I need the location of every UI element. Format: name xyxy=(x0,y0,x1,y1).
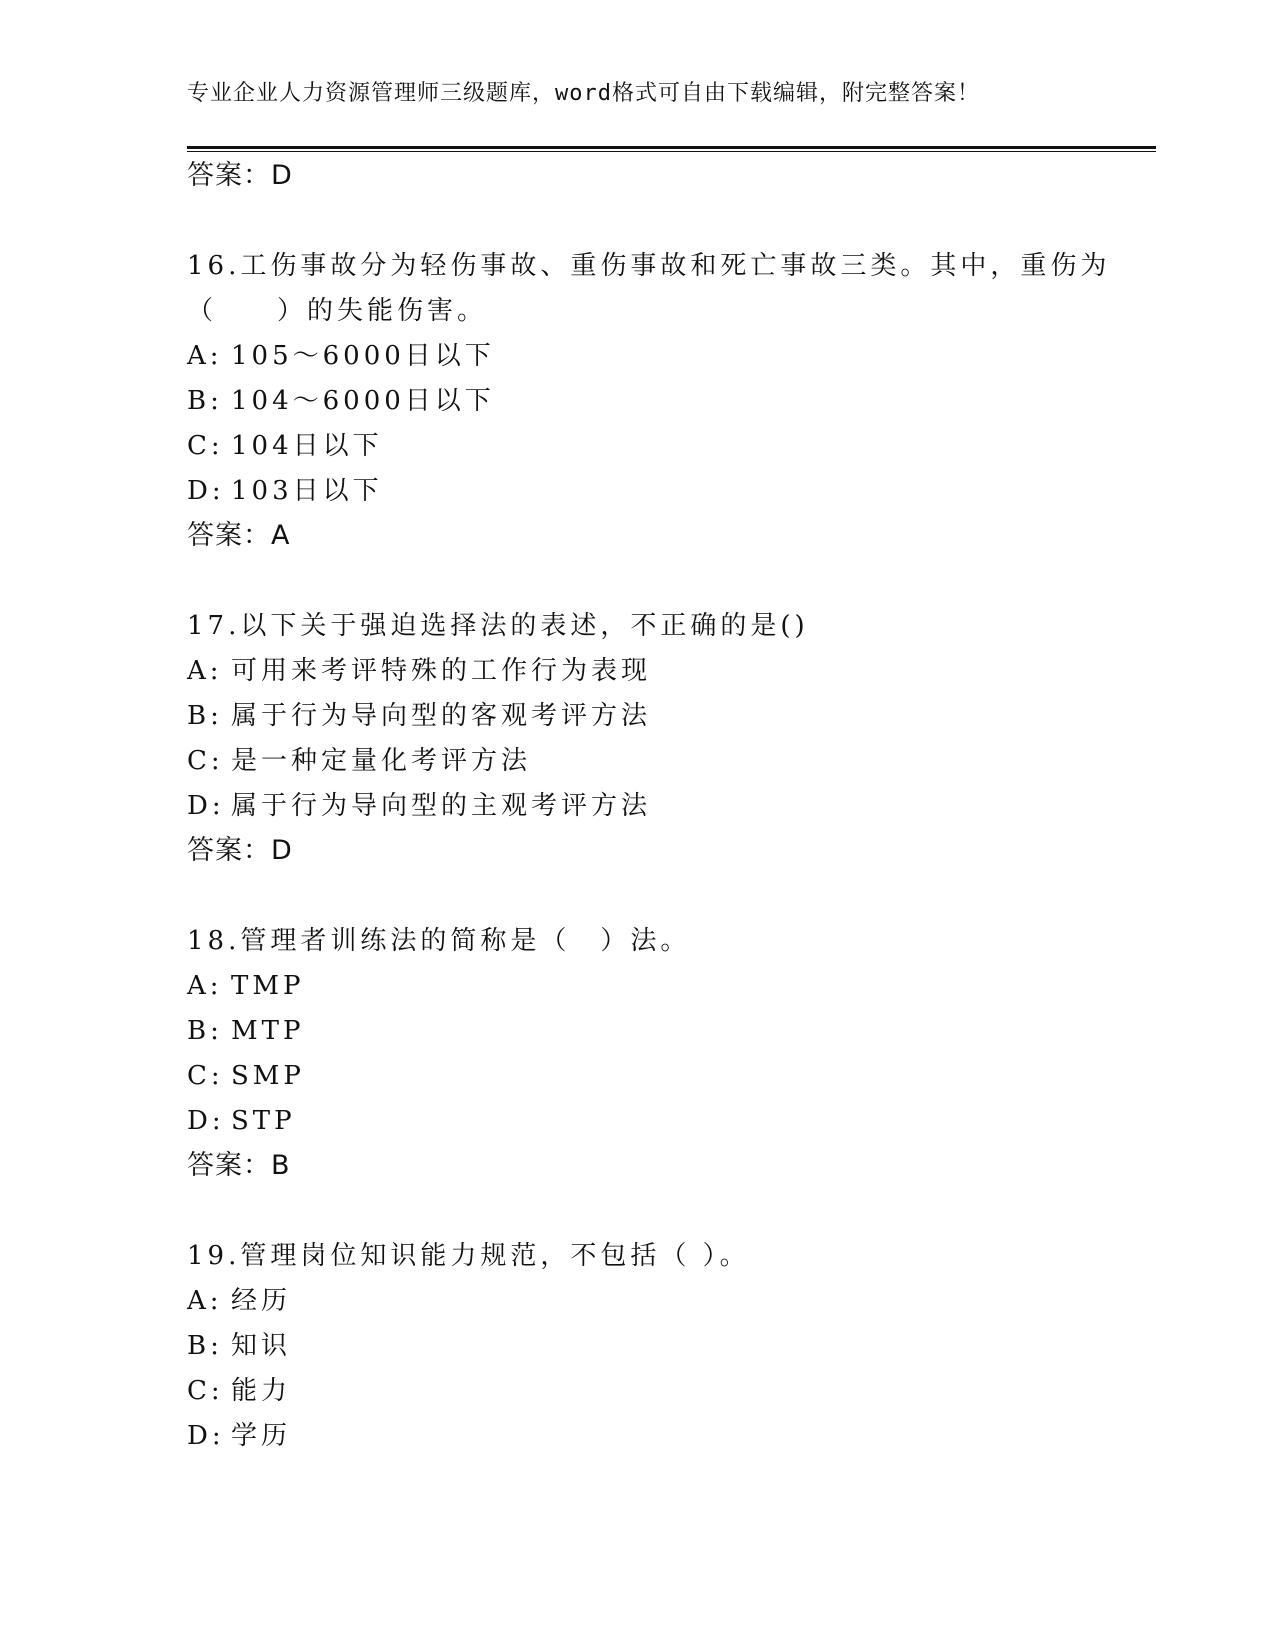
question-19-option-d xyxy=(187,1420,291,1452)
option-label: B: xyxy=(187,1016,223,1046)
question-16-option-a xyxy=(187,340,495,372)
question-19-option-c xyxy=(187,1375,291,1407)
question-16-option-d xyxy=(187,475,383,507)
option-label: D: xyxy=(187,791,225,821)
option-text: 105～6000日以下 xyxy=(231,341,495,371)
option-text: 知识 xyxy=(231,1331,292,1361)
option-text: 经历 xyxy=(231,1286,292,1316)
option-label: A: xyxy=(187,656,223,686)
option-label: B: xyxy=(187,701,223,731)
option-text: MTP xyxy=(231,1016,305,1046)
question-19-stem: 19.管理岗位知识能力规范，不包括（ ）。 xyxy=(187,1241,750,1271)
question-16-stem: 16.工伤事故分为轻伤事故、重伤事故和死亡事故三类。其中，重伤为 xyxy=(187,251,1111,281)
option-label: C: xyxy=(187,1376,224,1406)
option-text: 104日以下 xyxy=(231,431,383,461)
question-16-answer: 答案：A xyxy=(187,520,291,551)
option-text: 学历 xyxy=(231,1421,292,1451)
question-18-answer: 答案：B xyxy=(187,1150,291,1181)
question-19-option-a xyxy=(187,1285,291,1317)
option-text: SMP xyxy=(231,1061,305,1091)
question-16-option-b xyxy=(187,385,495,417)
option-text: 能力 xyxy=(231,1376,292,1406)
question-19-option-b xyxy=(187,1330,291,1362)
question-18-option-d xyxy=(187,1105,296,1137)
question-17-stem: 17.以下关于强迫选择法的表述，不正确的是() xyxy=(187,611,809,641)
option-text: 104～6000日以下 xyxy=(231,386,495,416)
option-label: D: xyxy=(187,1106,225,1136)
option-text: 103日以下 xyxy=(231,476,383,506)
question-17-option-a xyxy=(187,655,651,687)
option-label: C: xyxy=(187,431,224,461)
question-16-stem-cont: （ ）的失能伤害。 xyxy=(187,296,488,326)
question-17-option-b xyxy=(187,700,651,732)
question-17-option-d xyxy=(187,790,651,822)
question-17-option-c xyxy=(187,745,531,777)
question-18-stem: 18.管理者训练法的简称是（ ）法。 xyxy=(187,926,691,956)
question-18-option-c xyxy=(187,1060,305,1092)
answer-previous: 答案：D xyxy=(187,160,293,191)
page-header: 专业企业人力资源管理师三级题库，word格式可自由下载编辑，附完整答案！ xyxy=(187,81,980,106)
option-text: STP xyxy=(231,1106,296,1136)
option-label: A: xyxy=(187,1286,223,1316)
option-text: 属于行为导向型的客观考评方法 xyxy=(231,701,652,731)
option-label: D: xyxy=(187,476,225,506)
option-label: B: xyxy=(187,386,223,416)
option-label: D: xyxy=(187,1421,225,1451)
option-label: C: xyxy=(187,1061,224,1091)
option-text: 可用来考评特殊的工作行为表现 xyxy=(231,656,652,686)
header-divider-thin xyxy=(187,151,1156,152)
question-18-option-a xyxy=(187,970,304,1002)
option-label: A: xyxy=(187,971,223,1001)
header-divider xyxy=(187,146,1156,149)
question-16-option-c xyxy=(187,430,383,462)
question-18-option-b xyxy=(187,1015,304,1047)
option-text: 属于行为导向型的主观考评方法 xyxy=(231,791,652,821)
option-label: B: xyxy=(187,1331,223,1361)
option-label: A: xyxy=(187,341,223,371)
option-label: C: xyxy=(187,746,224,776)
question-17-answer: 答案：D xyxy=(187,835,293,866)
option-text: 是一种定量化考评方法 xyxy=(231,746,532,776)
option-text: TMP xyxy=(231,971,305,1001)
